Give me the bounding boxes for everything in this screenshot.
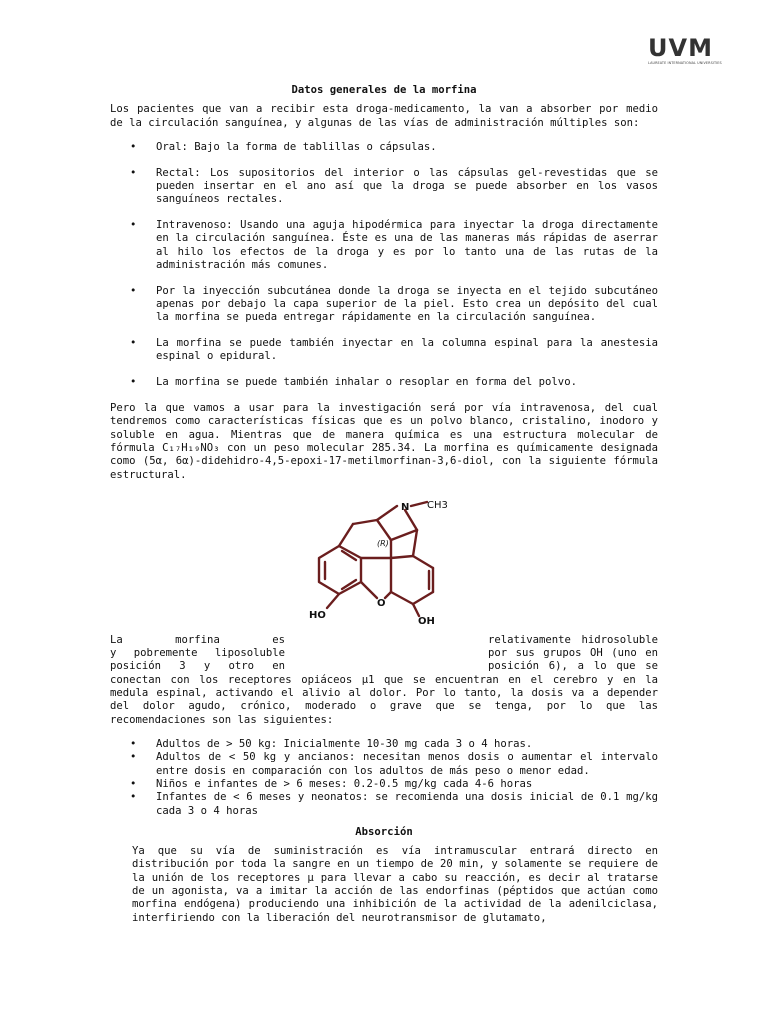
list-item: • Rectal: Los supositorios del interior o las cápsulas gel-revestidas que se pueden insertar en el ano así que la droga se puede absorber en los vasos sanguíneos rectales.	[130, 166, 658, 206]
atom-label-ch3: CH3	[427, 499, 448, 511]
bullet-icon: •	[130, 140, 137, 153]
list-item: • Por la inyección subcutánea donde la droga se inyecta en el tejido subcutáneo apenas por debajo la capa superior de la piel. Esto crea un depósito del cual la morfina se pueda entregar rápidamente en la circulación sanguínea.	[130, 284, 658, 324]
logo-tagline: LAUREATE INTERNATIONAL UNIVERSITIES	[648, 61, 722, 65]
administration-routes-list	[110, 141, 658, 390]
bullet-icon: •	[130, 337, 137, 350]
wrapped-line: posición 3 y otro en	[110, 660, 285, 673]
atom-label-o: O	[377, 597, 386, 609]
bullet-icon: •	[130, 777, 137, 790]
bullet-icon: •	[130, 219, 137, 232]
wrapped-line: La morfina es	[110, 633, 285, 646]
wrapped-line: y pobremente liposoluble	[110, 647, 285, 660]
logo-text: UVM	[648, 34, 713, 62]
list-item: • Adultos de > 50 kg: Inicialmente 10-30 mg cada 3 o 4 horas.	[130, 738, 533, 751]
stereo-label-r: (R)	[377, 538, 389, 548]
list-item: • Intravenoso: Usando una aguja hipodérmica para inyectar la droga directamente en la circulación sanguínea. Éste es una de las maneras más rápidas de aserrar al hilo los efectos de la droga y es por lo tanto una de las rutas de la administración más comunes.	[130, 219, 658, 271]
list-item: • Adultos de < 50 kg y ancianos: necesitan menos dosis o aumentar el intervalo entre dosis en comparación con los adultos de más peso o menor edad.	[130, 751, 658, 777]
bullet-icon: •	[130, 751, 137, 764]
bullet-icon: •	[130, 738, 137, 751]
atom-label-n: N	[401, 501, 410, 513]
wrapped-line: relativamente hidrosoluble	[488, 633, 658, 646]
bullet-icon: •	[130, 791, 137, 804]
intro-paragraph: Los pacientes que van a recibir esta droga-medicamento, la van a absorber por medio de la circulación sanguínea, y algunas de las vías de administración múltiples son:	[110, 103, 658, 129]
list-item: • Oral: Bajo la forma de tablillas o cápsulas.	[130, 140, 437, 153]
morphine-structure-figure	[110, 496, 658, 634]
section-heading-absorption: Absorción	[355, 825, 413, 838]
receptors-paragraph: conectan con los receptores opiáceos µ1 que se encuentran en el cerebro y en la medula espinal, activando el alivio al dolor. Por lo tanto, la dosis va a depender del dolor agudo, crónico, moderado o grave que se tenga, por lo que las recomendaciones son las siguientes:	[110, 673, 658, 726]
atom-label-ho: HO	[309, 609, 326, 621]
list-item: • La morfina se puede también inhalar o resoplar en forma del polvo.	[130, 376, 577, 389]
document-body	[110, 84, 658, 925]
morphine-structural-formula	[305, 496, 465, 632]
wrapped-text-around-figure	[110, 634, 658, 674]
list-item: • Infantes de < 6 meses y neonatos: se recomienda una dosis inicial de 0.1 mg/kg cada 3 o 4 horas	[130, 791, 658, 817]
wrapped-text-right	[488, 634, 658, 674]
list-item: • Niños e infantes de > 6 meses: 0.2-0.5 mg/kg cada 4-6 horas	[130, 777, 533, 790]
uvm-logo	[648, 36, 730, 65]
absorption-paragraph: Ya que su vía de suministración es vía intramuscular entrará directo en distribución por toda la sangre en un tiempo de 20 min, y solamente se requiere de la unión de los receptores µ para llevar a cabo su reacción, es decir al tratarse de un agonista, va a imitar la acción de las endorfinas (péptidos que actúan como morfina endógena) produciendo una inhibición de la actividad de la adenilciclasa, interfiriendo con la liberación del neurotransmisor de glutamato,	[132, 845, 658, 924]
page-title: Datos generales de la morfina	[291, 84, 477, 96]
investigation-paragraph: Pero la que vamos a usar para la investigación será por vía intravenosa, del cual tendremos como características físicas que es un polvo blanco, cristalino, inodoro y soluble en agua. Mientras que de manera química es una estructura molecular de fórmula C₁₇H₁₉NO₃ con un peso molecular 285.34. La morfina es químicamente designada como (5α, 6α)-didehidro-4,5-epoxi-17-metilmorfinan-3,6-diol, con la siguiente fórmula estructural.	[110, 402, 658, 481]
wrapped-line: por sus grupos OH (uno en	[488, 647, 658, 660]
wrapped-text-left	[110, 634, 285, 674]
dosage-list	[110, 738, 658, 818]
wrapped-line: posición 6), a lo que se	[488, 660, 658, 673]
bullet-icon: •	[130, 166, 137, 179]
bullet-icon: •	[130, 284, 137, 297]
list-item: • La morfina se puede también inyectar en la columna espinal para la anestesia espinal o epidural.	[130, 337, 658, 363]
atom-label-oh: OH	[418, 615, 435, 627]
bullet-icon: •	[130, 376, 137, 389]
